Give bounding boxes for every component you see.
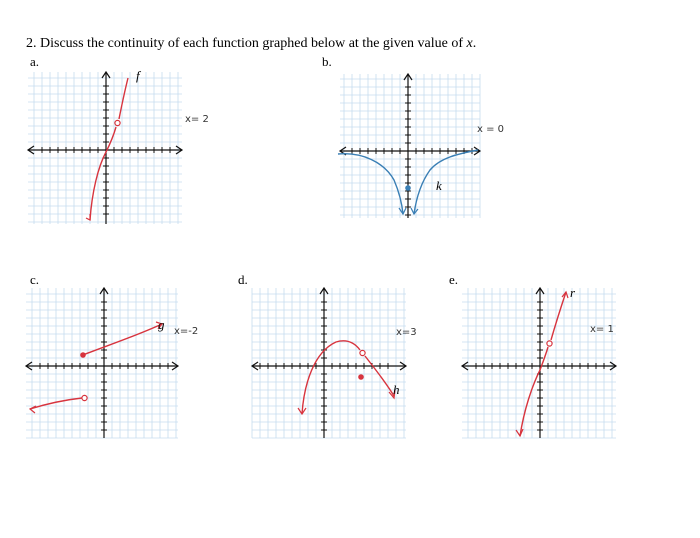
graph-c-condition: x=-2 <box>174 326 199 337</box>
graph-d-label: d. <box>238 272 248 287</box>
graph-c-open-point <box>82 395 87 400</box>
graph-b-canvas <box>322 72 507 222</box>
graph-d-axes <box>252 288 406 438</box>
graph-e-canvas <box>462 285 622 440</box>
graph-d-closed-point <box>358 374 364 380</box>
graph-d <box>250 288 420 440</box>
graph-e-condition: x= 1 <box>590 324 614 335</box>
graph-b-condition: x = 0 <box>477 124 505 135</box>
problem-text: Discuss the continuity of each function graphed below at the given value of <box>40 36 463 51</box>
graph-a-arrow-down <box>86 214 90 220</box>
graph-a-grid <box>28 72 182 224</box>
graph-b-label: b. <box>322 54 332 69</box>
graph-c-label: c. <box>30 272 40 287</box>
graph-d-condition: x=3 <box>396 327 417 338</box>
problem-statement: 2. Discuss the continuity of each function graphed below at the given value of x. <box>26 36 477 51</box>
graph-a-function-name: f <box>136 68 140 83</box>
graph-b-axes <box>340 74 480 218</box>
graph-a-open-point <box>115 120 120 125</box>
graph-c-lower-arrow <box>30 406 36 413</box>
problem-number: 2. <box>26 36 37 51</box>
graph-b-function-name: k <box>436 178 442 193</box>
graph-a <box>28 68 209 227</box>
problem-variable: x <box>466 36 473 51</box>
graph-b-left-branch <box>338 154 403 214</box>
graph-d-grid <box>252 288 406 438</box>
graph-c-function-name: g <box>158 317 165 332</box>
graph-a-condition: x= 2 <box>185 114 209 125</box>
graph-b-closed-point <box>405 185 411 191</box>
graph-d-function-name: h <box>393 382 400 397</box>
graph-e-open-point <box>547 341 552 346</box>
graph-a-canvas <box>28 68 209 227</box>
graph-a-axes <box>28 72 182 224</box>
graph-c-canvas <box>26 288 199 440</box>
graph-e-label: e. <box>449 272 459 287</box>
graph-e-function-name: r <box>570 285 576 300</box>
graph-b <box>322 72 507 222</box>
graph-c-closed-point <box>80 352 86 358</box>
graph-b-grid <box>340 74 480 218</box>
graph-a-label: a. <box>30 54 40 69</box>
graph-e <box>462 285 622 440</box>
graph-d-open-point <box>360 350 365 355</box>
graph-d-canvas <box>250 288 420 440</box>
graph-c <box>26 288 199 440</box>
